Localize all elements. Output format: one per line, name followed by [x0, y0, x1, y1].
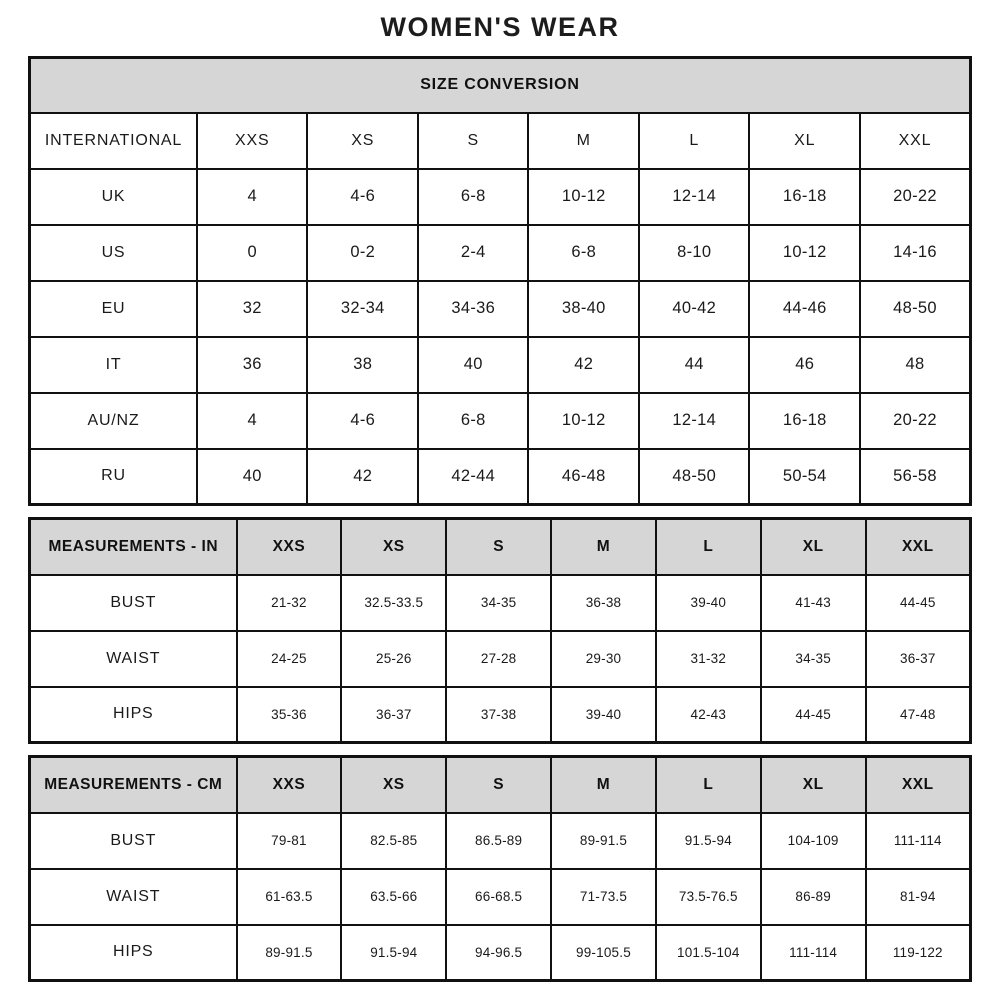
value-cell: 27-28 — [446, 631, 551, 687]
value-cell: 38-40 — [528, 281, 639, 337]
value-cell: 91.5-94 — [341, 925, 446, 981]
value-cell: 34-36 — [418, 281, 529, 337]
value-cell: 71-73.5 — [551, 869, 656, 925]
column-header-l: L — [639, 113, 750, 169]
row-label: IT — [30, 337, 197, 393]
value-cell: 41-43 — [761, 575, 866, 631]
value-cell: 40 — [197, 449, 308, 505]
header-row — [30, 757, 971, 813]
row-label: BUST — [30, 813, 237, 869]
value-cell: 0-2 — [307, 225, 418, 281]
value-cell: 32-34 — [307, 281, 418, 337]
value-cell: 20-22 — [860, 393, 971, 449]
row-label: BUST — [30, 575, 237, 631]
value-cell: 37-38 — [446, 687, 551, 743]
value-cell: 4-6 — [307, 169, 418, 225]
value-cell: 36-37 — [341, 687, 446, 743]
value-cell: 34-35 — [761, 631, 866, 687]
value-cell: 48 — [860, 337, 971, 393]
table-row — [30, 631, 971, 687]
corner-header: MEASUREMENTS - IN — [30, 519, 237, 575]
value-cell: 36 — [197, 337, 308, 393]
value-cell: 46-48 — [528, 449, 639, 505]
value-cell: 61-63.5 — [237, 869, 342, 925]
value-cell: 16-18 — [749, 393, 860, 449]
table-caption: SIZE CONVERSION — [30, 58, 971, 113]
value-cell: 40-42 — [639, 281, 750, 337]
value-cell: 101.5-104 — [656, 925, 761, 981]
value-cell: 4 — [197, 393, 308, 449]
value-cell: 4 — [197, 169, 308, 225]
column-header-s: S — [446, 519, 551, 575]
table-row — [30, 449, 971, 505]
value-cell: 40 — [418, 337, 529, 393]
value-cell: 44 — [639, 337, 750, 393]
caption-row — [30, 58, 971, 113]
value-cell: 32 — [197, 281, 308, 337]
measurements-cm-table — [28, 755, 972, 982]
column-header-xxl: XXL — [866, 519, 971, 575]
value-cell: 42-43 — [656, 687, 761, 743]
value-cell: 6-8 — [528, 225, 639, 281]
value-cell: 38 — [307, 337, 418, 393]
value-cell: 34-35 — [446, 575, 551, 631]
value-cell: 104-109 — [761, 813, 866, 869]
value-cell: 39-40 — [656, 575, 761, 631]
value-cell: 79-81 — [237, 813, 342, 869]
row-label: UK — [30, 169, 197, 225]
corner-header: INTERNATIONAL — [30, 113, 197, 169]
column-header-m: M — [528, 113, 639, 169]
value-cell: 10-12 — [528, 393, 639, 449]
value-cell: 86.5-89 — [446, 813, 551, 869]
value-cell: 42 — [307, 449, 418, 505]
column-header-s: S — [446, 757, 551, 813]
value-cell: 36-37 — [866, 631, 971, 687]
value-cell: 48-50 — [860, 281, 971, 337]
row-label: RU — [30, 449, 197, 505]
value-cell: 4-6 — [307, 393, 418, 449]
value-cell: 36-38 — [551, 575, 656, 631]
value-cell: 31-32 — [656, 631, 761, 687]
value-cell: 8-10 — [639, 225, 750, 281]
table-row — [30, 225, 971, 281]
table-row — [30, 687, 971, 743]
size-conversion-table — [28, 56, 972, 506]
column-header-xxs: XXS — [237, 757, 342, 813]
column-header-xl: XL — [761, 519, 866, 575]
table-row — [30, 169, 971, 225]
value-cell: 16-18 — [749, 169, 860, 225]
measurements-in-table — [28, 517, 972, 744]
value-cell: 89-91.5 — [237, 925, 342, 981]
table-row — [30, 813, 971, 869]
value-cell: 56-58 — [860, 449, 971, 505]
header-row — [30, 519, 971, 575]
value-cell: 0 — [197, 225, 308, 281]
value-cell: 81-94 — [866, 869, 971, 925]
value-cell: 111-114 — [866, 813, 971, 869]
value-cell: 50-54 — [749, 449, 860, 505]
value-cell: 82.5-85 — [341, 813, 446, 869]
page-title: WOMEN'S WEAR — [380, 12, 620, 42]
value-cell: 73.5-76.5 — [656, 869, 761, 925]
column-header-xs: XS — [341, 519, 446, 575]
header-row — [30, 113, 971, 169]
value-cell: 47-48 — [866, 687, 971, 743]
value-cell: 46 — [749, 337, 860, 393]
table-row — [30, 337, 971, 393]
value-cell: 25-26 — [341, 631, 446, 687]
value-cell: 66-68.5 — [446, 869, 551, 925]
column-header-xl: XL — [761, 757, 866, 813]
value-cell: 29-30 — [551, 631, 656, 687]
table-row — [30, 393, 971, 449]
column-header-xxl: XXL — [860, 113, 971, 169]
value-cell: 6-8 — [418, 393, 529, 449]
value-cell: 14-16 — [860, 225, 971, 281]
value-cell: 86-89 — [761, 869, 866, 925]
value-cell: 20-22 — [860, 169, 971, 225]
value-cell: 39-40 — [551, 687, 656, 743]
table-row — [30, 925, 971, 981]
value-cell: 91.5-94 — [656, 813, 761, 869]
value-cell: 42-44 — [418, 449, 529, 505]
value-cell: 48-50 — [639, 449, 750, 505]
value-cell: 6-8 — [418, 169, 529, 225]
value-cell: 42 — [528, 337, 639, 393]
value-cell: 94-96.5 — [446, 925, 551, 981]
value-cell: 99-105.5 — [551, 925, 656, 981]
value-cell: 63.5-66 — [341, 869, 446, 925]
row-label: WAIST — [30, 631, 237, 687]
value-cell: 111-114 — [761, 925, 866, 981]
row-label: US — [30, 225, 197, 281]
column-header-xxs: XXS — [237, 519, 342, 575]
value-cell: 44-46 — [749, 281, 860, 337]
value-cell: 12-14 — [639, 169, 750, 225]
column-header-l: L — [656, 519, 761, 575]
column-header-xl: XL — [749, 113, 860, 169]
value-cell: 32.5-33.5 — [341, 575, 446, 631]
table-row — [30, 281, 971, 337]
column-header-m: M — [551, 757, 656, 813]
value-cell: 35-36 — [237, 687, 342, 743]
row-label: AU/NZ — [30, 393, 197, 449]
value-cell: 24-25 — [237, 631, 342, 687]
column-header-m: M — [551, 519, 656, 575]
row-label: HIPS — [30, 925, 237, 981]
row-label: EU — [30, 281, 197, 337]
value-cell: 10-12 — [528, 169, 639, 225]
column-header-l: L — [656, 757, 761, 813]
column-header-xxs: XXS — [197, 113, 308, 169]
corner-header: MEASUREMENTS - CM — [30, 757, 237, 813]
value-cell: 44-45 — [761, 687, 866, 743]
row-label: WAIST — [30, 869, 237, 925]
value-cell: 119-122 — [866, 925, 971, 981]
value-cell: 12-14 — [639, 393, 750, 449]
table-row — [30, 869, 971, 925]
table-row — [30, 575, 971, 631]
value-cell: 10-12 — [749, 225, 860, 281]
value-cell: 21-32 — [237, 575, 342, 631]
column-header-xs: XS — [307, 113, 418, 169]
column-header-s: S — [418, 113, 529, 169]
value-cell: 89-91.5 — [551, 813, 656, 869]
column-header-xs: XS — [341, 757, 446, 813]
row-label: HIPS — [30, 687, 237, 743]
value-cell: 2-4 — [418, 225, 529, 281]
value-cell: 44-45 — [866, 575, 971, 631]
column-header-xxl: XXL — [866, 757, 971, 813]
